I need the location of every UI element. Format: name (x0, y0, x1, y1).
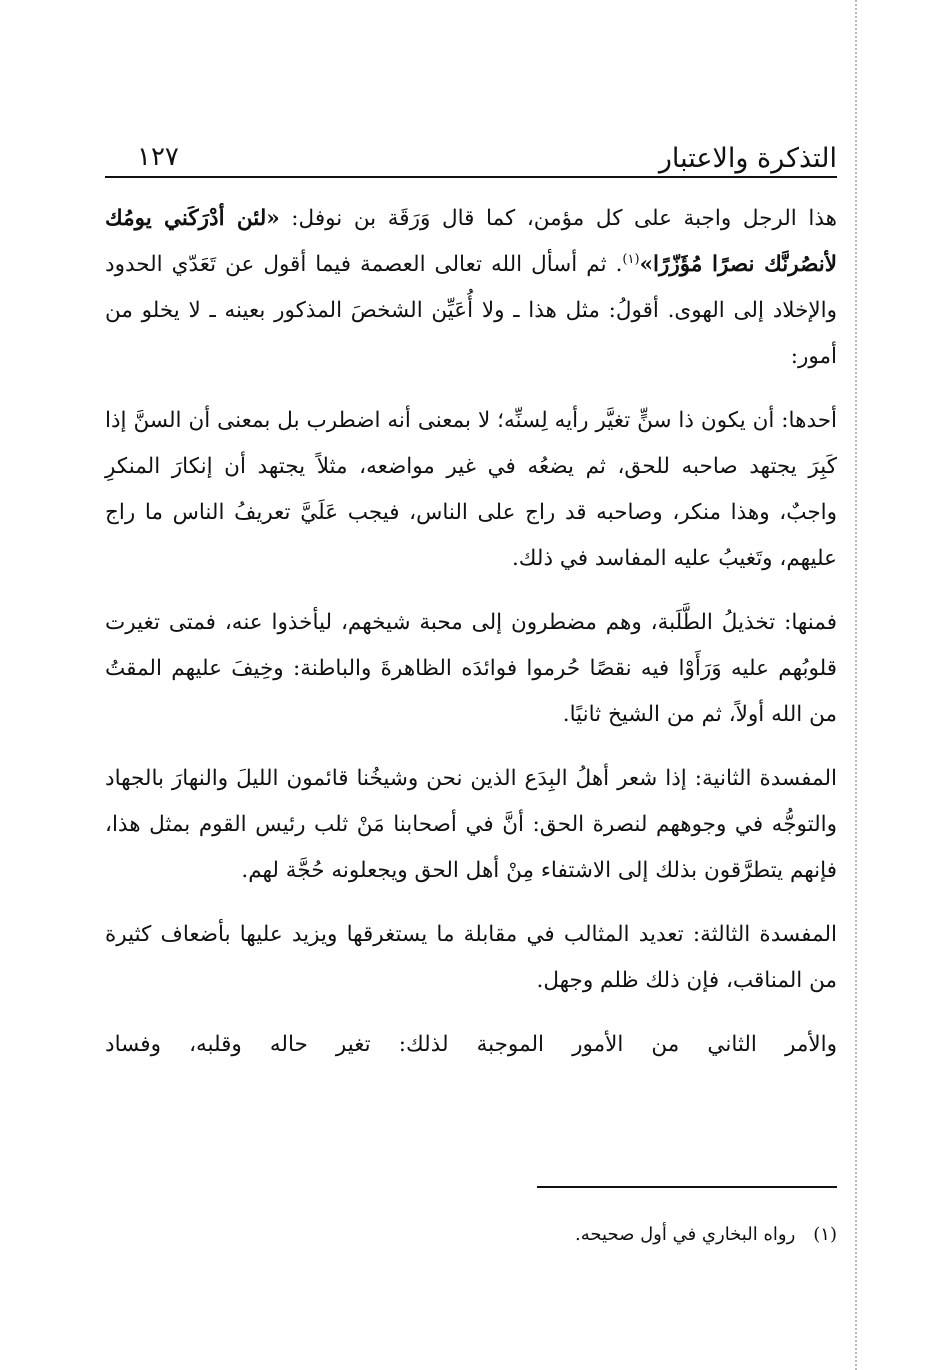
paragraph-1 (105, 196, 837, 380)
hadith-quote: «لئن أدْرَكَني يومُك لأنصُرنَّك نصرًا مُؤَزّرًا» (105, 206, 837, 277)
paragraph-2: أحدها: أن يكون ذا سنٍّ تغيَّر رأيه لِسنِّه؛ لا بمعنى أنه اضطرب بل بمعنى أن السنَّ إذا كَبِرَ يجتهد صاحبه للحق، ثم يضعُه في غير مواضعه، مثلاً يجتهد أن إنكارَ المنكرِ واجبٌ، وهذا منكر، وصاحبه قد راج على الناس، فيجب عَلَيَّ تعريفُ الناس ما راج عليهم، وتَغيبُ عليه المفاسد في ذلك. (105, 408, 837, 571)
footnote-reference[interactable]: (١) (622, 251, 640, 267)
running-header (105, 128, 837, 178)
running-title: التذكرة والاعتبار (658, 143, 837, 174)
page-edge-dotted-line (855, 0, 857, 1370)
paragraph-1-rest: . ثم أسأل الله تعالى العصمة فيما أقول عن تَعَدّي الحدود والإخلاد إلى الهوى. أقولُ: مثل هذا ـ ولا أُعَيِّن الشخصَ المذكور بعينه ـ لا يخلو من أمور: (105, 252, 838, 369)
paragraph-6: والأمر الثاني من الأمور الموجبة لذلك: تغير حاله وقلبه، وفساد (105, 1032, 837, 1057)
footnote-text: رواه البخاري في أول صحيحه. (575, 1224, 796, 1245)
paragraph-1-intro: هذا الرجل واجبة على كل مؤمن، كما قال وَرَقَة بن نوفل: (279, 206, 837, 231)
footnote-separator (537, 1186, 837, 1188)
footnote-marker: (١) (813, 1224, 837, 1245)
footnote (105, 1220, 837, 1250)
paragraph-3: فمنها: تخذيلُ الطَّلَبة، وهم مضطرون إلى محبة شيخهم، ليأخذوا عنه، فمتى تغيرت قلوبُهم عليه وَرَأَوْا فيه نقصًا حُرموا فوائدَه الظاهرةَ والباطنة: وخِيفَ عليهم المقتُ من الله أولاً، ثم من الشيخ ثانيًا. (105, 610, 837, 727)
main-text (105, 196, 837, 1086)
page-number: ١٢٧ (137, 142, 179, 172)
paragraph-5: المفسدة الثالثة: تعديد المثالب في مقابلة ما يستغرقها ويزيد عليها بأضعاف كثيرة من المناقب، فإن ذلك ظلم وجهل. (105, 922, 837, 993)
paragraph-4: المفسدة الثانية: إذا شعر أهلُ البِدَع الذين نحن وشيخُنا قائمون الليلَ والنهارَ بالجهاد والتوجُّه في وجوههم لنصرة الحق: أنَّ في أصحابنا مَنْ ثلب رئيس القوم بمثل هذا، فإنهم يتطرَّقون بذلك إلى الاشتفاء مِنْ أهل الحق ويجعلونه حُجَّة لهم. (105, 766, 837, 883)
